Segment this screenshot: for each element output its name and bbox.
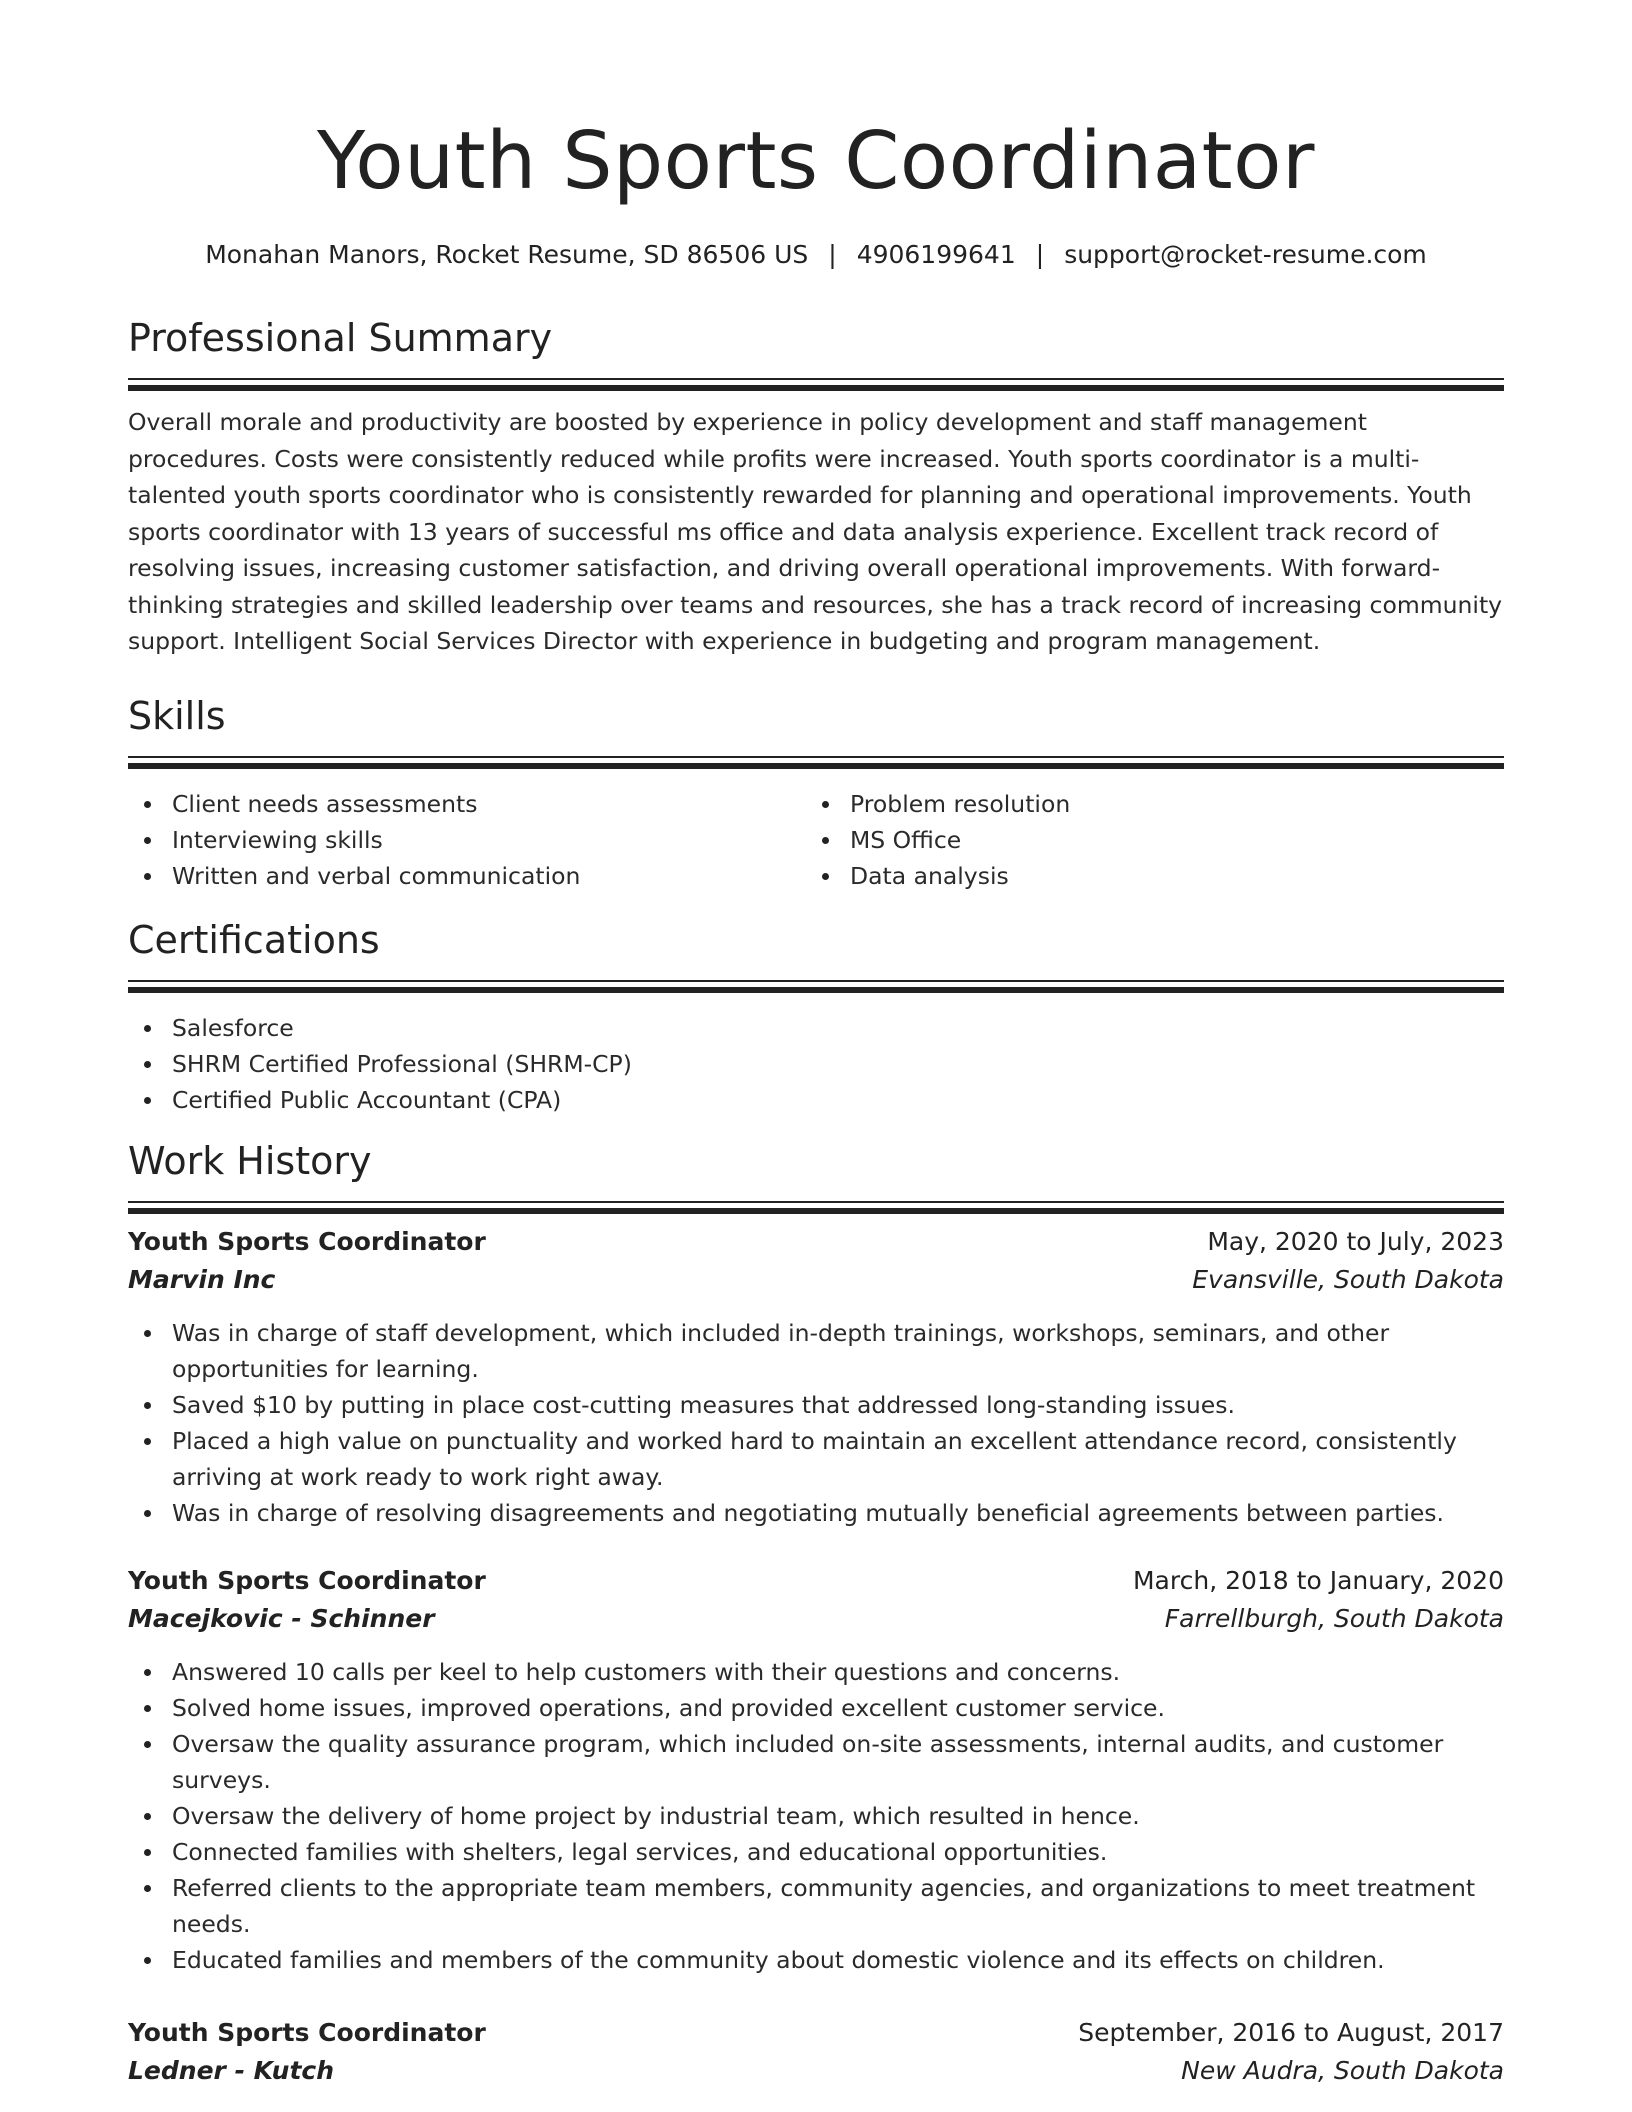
job-dates: September, 2016 to August, 2017: [1078, 2018, 1504, 2047]
certification-item: Salesforce: [128, 1010, 1504, 1046]
skills-column-right: [806, 786, 1484, 894]
job-location: Farrellburgh, South Dakota: [1164, 1604, 1504, 1633]
job-entry: [128, 1562, 1504, 1978]
contact-line: [128, 240, 1504, 270]
summary-text: Overall morale and productivity are boosted by experience in policy development and staff management procedures. Costs were consistently reduced while profits were increased. Youth sports coordinator is a multi-talented youth sports coordinator who is consistently rewarded for planning and operational improvements. Youth sports coordinator with 13 years of successful ms office and data analysis experience. Excellent track record of resolving issues, increasing customer satisfaction, and driving overall operational improvements. With forward-thinking strategies and skilled leadership over teams and resources, she has a track record of increasing community support. Intelligent Social Services Director with experience in budgeting and program management.: [128, 408, 1503, 655]
job-bullet: Saved $10 by putting in place cost-cutting measures that addressed long-standing issues.: [128, 1387, 1504, 1423]
job-bullet: Oversaw the quality assurance program, which included on-site assessments, internal audits, and customer surveys.: [128, 1726, 1504, 1798]
job-bullets: [128, 1315, 1504, 1531]
section-divider: [128, 756, 1504, 770]
certification-item: Certified Public Accountant (CPA): [128, 1082, 1504, 1118]
job-location: New Audra, South Dakota: [1181, 2056, 1504, 2085]
job-title: Youth Sports Coordinator: [128, 1227, 486, 1256]
job-company: Ledner - Kutch: [128, 2056, 335, 2085]
job-dates: May, 2020 to July, 2023: [1207, 1227, 1504, 1256]
job-title: Youth Sports Coordinator: [128, 2018, 486, 2047]
contact-address: Monahan Manors, Rocket Resume, SD 86506 US: [205, 240, 809, 269]
job-dates: March, 2018 to January, 2020: [1132, 1566, 1504, 1595]
certifications-list: [128, 1010, 1504, 1118]
job-bullet: Referred clients to the appropriate team members, community agencies, and organizations to meet treatment needs.: [128, 1870, 1504, 1942]
job-entry: [128, 1223, 1504, 1531]
skill-item: Client needs assessments: [128, 786, 806, 822]
resume-name: Youth Sports Coordinator: [317, 115, 1315, 207]
job-location: Evansville, South Dakota: [1192, 1265, 1504, 1294]
skill-item: MS Office: [806, 822, 1484, 858]
section-title: Professional Summary: [128, 316, 553, 360]
work-history-section: [128, 1139, 1504, 1215]
job-bullet: Oversaw the delivery of home project by industrial team, which resulted in hence.: [128, 1798, 1504, 1834]
skill-item: Interviewing skills: [128, 822, 806, 858]
section-divider: [128, 1201, 1504, 1215]
summary-section: [128, 316, 1504, 660]
job-bullet: Answered 10 calls per keel to help customers with their questions and concerns.: [128, 1654, 1504, 1690]
section-divider: [128, 980, 1504, 994]
job-bullet: Connected families with shelters, legal services, and educational opportunities.: [128, 1834, 1504, 1870]
job-bullet: Was in charge of resolving disagreements and negotiating mutually beneficial agreements between parties.: [128, 1495, 1504, 1531]
job-company: Marvin Inc: [128, 1265, 276, 1294]
section-divider: [128, 378, 1504, 392]
contact-email: support@rocket-resume.com: [1064, 240, 1427, 269]
job-company: Macejkovic - Schinner: [128, 1604, 435, 1633]
job-bullet: Educated families and members of the community about domestic violence and its effects on children.: [128, 1942, 1504, 1978]
skills-section: [128, 694, 1504, 894]
section-title: Certifications: [128, 918, 380, 962]
certifications-section: [128, 918, 1504, 1118]
section-title: Skills: [128, 694, 226, 738]
contact-separator: |: [1035, 240, 1045, 269]
skills-column-left: [128, 786, 806, 894]
job-bullets: [128, 1654, 1504, 1978]
job-bullet: Solved home issues, improved operations, and provided excellent customer service.: [128, 1690, 1504, 1726]
job-bullet: Was in charge of staff development, which included in-depth trainings, workshops, seminars, and other opportunities for learning.: [128, 1315, 1504, 1387]
skill-item: Data analysis: [806, 858, 1484, 894]
contact-phone: 4906199641: [856, 240, 1016, 269]
job-bullet: Placed a high value on punctuality and worked hard to maintain an excellent attendance record, consistently arriving at work ready to work right away.: [128, 1423, 1504, 1495]
skill-item: Written and verbal communication: [128, 858, 806, 894]
skill-item: Problem resolution: [806, 786, 1484, 822]
section-title: Work History: [128, 1139, 372, 1183]
job-title: Youth Sports Coordinator: [128, 1566, 486, 1595]
skills-grid: [128, 786, 1504, 894]
contact-separator: |: [828, 240, 837, 269]
certification-item: SHRM Certified Professional (SHRM-CP): [128, 1046, 1504, 1082]
job-entry: [128, 2014, 1504, 2090]
